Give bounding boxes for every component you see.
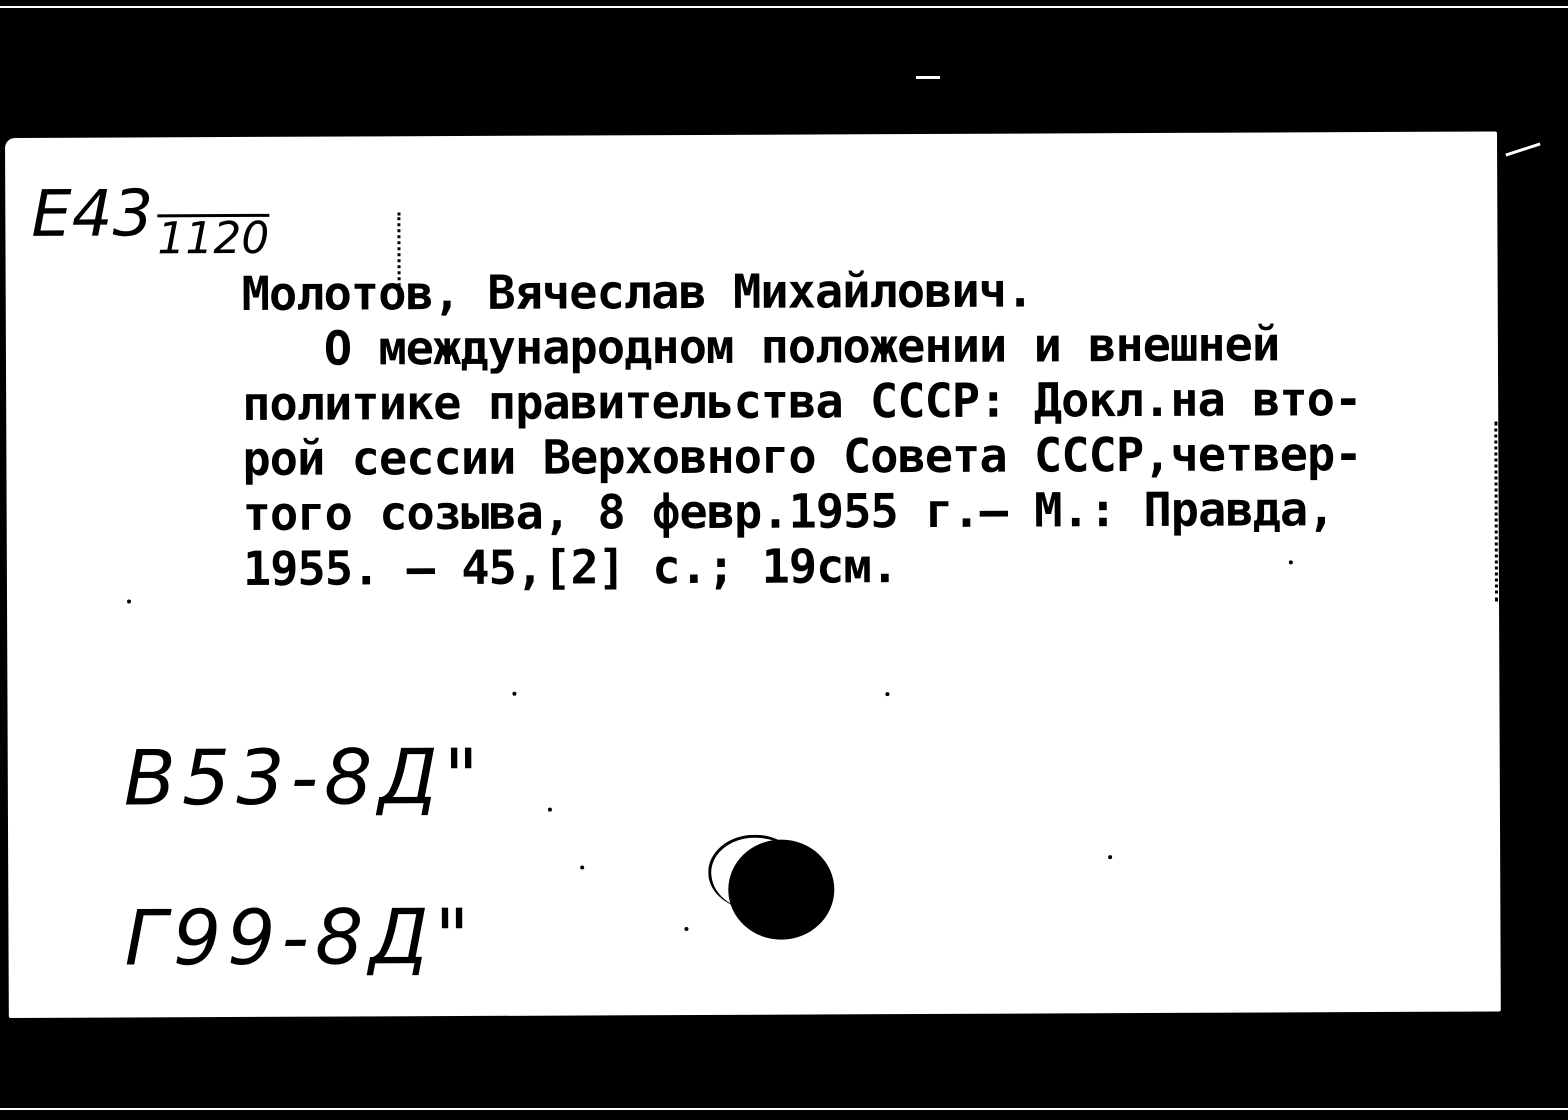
speck <box>548 808 552 812</box>
film-edge-bottom <box>0 1108 1568 1110</box>
entry-imprint: 1955. — 45,[2] с.; 19см. <box>242 539 899 597</box>
entry-author: Молотов, Вячеслав Михайлович. <box>241 263 1034 322</box>
entry-line: политике правительства СССР: Докл.на вто- <box>242 372 1362 432</box>
entry-line: того созыва, 8 февр.1955 г.— М.: Правда, <box>242 482 1335 542</box>
shelfmark-number: 1120 <box>157 212 270 265</box>
bibliographic-entry <box>242 262 1363 597</box>
film-mark <box>1505 143 1540 157</box>
speck <box>512 692 516 696</box>
entry-line: О международном положении и внешней <box>241 317 1280 377</box>
catalog-card <box>5 131 1501 1018</box>
shelfmark <box>31 177 270 265</box>
speck <box>885 692 889 696</box>
handwritten-code: В53-8Д" <box>123 731 485 823</box>
edge-dots <box>1494 421 1498 601</box>
speck <box>1289 560 1293 564</box>
film-mark <box>916 76 940 79</box>
entry-line: рой сессии Верховного Совета СССР,четвер- <box>242 427 1362 487</box>
shelfmark-main: E43 <box>31 177 154 252</box>
handwritten-code: Г99-8Д" <box>124 891 476 983</box>
speck <box>127 599 131 603</box>
speck <box>684 927 688 931</box>
punch-hole <box>728 839 834 939</box>
speck <box>580 865 584 869</box>
film-edge-top <box>0 6 1568 8</box>
speck <box>1108 855 1112 859</box>
